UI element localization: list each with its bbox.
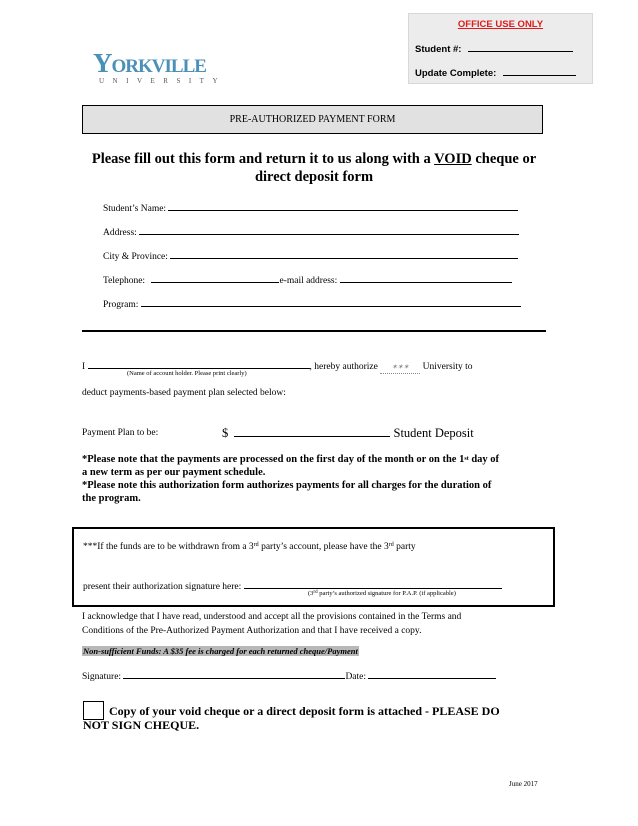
headline-line2: direct deposit form bbox=[254, 169, 374, 185]
sig-note-b: party’s authorized signature for P.A.P. (if applicable) bbox=[317, 590, 456, 597]
third-party-signature-input[interactable] bbox=[244, 578, 502, 589]
student-number-label: Student #: bbox=[415, 44, 462, 55]
currency-symbol: $ bbox=[222, 426, 229, 440]
nsf-fee-notice: Non-sufficient Funds: A $35 fee is charged for each returned cheque/Payment bbox=[83, 646, 358, 656]
void-word: VOID bbox=[434, 151, 472, 167]
program-input[interactable] bbox=[141, 296, 521, 307]
update-complete-row bbox=[415, 66, 576, 79]
third-party-text-b: party’s account, please have the 3 bbox=[258, 542, 389, 552]
note2-line1: *Please note this authorization form authorizes payments for all charges for the duration of bbox=[82, 480, 492, 491]
student-name-row bbox=[103, 200, 518, 214]
note1-line2: a new term as per our payment schedule. bbox=[82, 467, 266, 478]
sig-note-sup: rd bbox=[313, 590, 318, 595]
third-party-signature-label: present their authorization signature here: bbox=[83, 582, 242, 592]
update-complete-label: Update Complete: bbox=[415, 68, 497, 79]
payment-notes bbox=[82, 453, 499, 505]
student-name-input[interactable] bbox=[168, 200, 518, 211]
headline-text: Please fill out this form and return it to us along with a bbox=[91, 151, 435, 167]
update-complete-field[interactable] bbox=[503, 66, 576, 76]
note1-text: *Please note that the payments are processed on the first day of the month or on the 1 bbox=[82, 454, 465, 465]
third-party-sup2: rd bbox=[388, 542, 394, 548]
sig-note-a: (3 bbox=[308, 590, 314, 597]
payment-plan-label: Payment Plan to be: bbox=[82, 428, 159, 438]
account-holder-note: (Name of account holder. Please print clearly) bbox=[127, 370, 247, 377]
section-divider bbox=[82, 330, 546, 332]
email-label: e-mail address: bbox=[279, 276, 338, 286]
auth-hereby: , hereby authorize bbox=[309, 362, 378, 372]
footer-date: June 2017 bbox=[509, 780, 538, 788]
instructions-headline bbox=[70, 150, 558, 186]
authorization-line2: deduct payments-based payment plan selected below: bbox=[82, 388, 286, 398]
copy-statement-line2: NOT SIGN CHEQUE. bbox=[83, 718, 200, 732]
acknowledgement-line1: I acknowledge that I have read, understood and accept all the provisions contained in the Terms and bbox=[82, 612, 462, 622]
account-holder-input[interactable] bbox=[88, 358, 310, 369]
city-province-input[interactable] bbox=[170, 248, 518, 259]
acknowledgement bbox=[82, 610, 461, 638]
auth-university: University to bbox=[422, 362, 473, 372]
email-input[interactable] bbox=[340, 272, 512, 283]
payment-plan-amount-row bbox=[222, 424, 474, 441]
copy-statement-line1: Copy of your void cheque or a direct deposit form is attached - PLEASE DO bbox=[109, 704, 500, 718]
copy-statement bbox=[83, 704, 500, 732]
signature-label: Signature: bbox=[82, 672, 122, 682]
telephone-row bbox=[103, 272, 512, 286]
student-name-label: Student’s Name: bbox=[103, 204, 167, 214]
note2-line2: the program. bbox=[82, 493, 141, 504]
logo-subtitle: UNIVERSITY bbox=[99, 77, 226, 85]
third-party-signature-note bbox=[308, 590, 456, 597]
date-label: Date: bbox=[345, 672, 367, 682]
form-title: PRE-AUTHORIZED PAYMENT FORM bbox=[82, 105, 543, 134]
student-number-field[interactable] bbox=[468, 42, 573, 52]
yorkville-logo bbox=[93, 48, 248, 88]
city-province-row bbox=[103, 248, 518, 262]
address-row bbox=[103, 224, 519, 238]
third-party-line1 bbox=[83, 542, 416, 552]
third-party-text-c: party bbox=[393, 542, 416, 552]
program-row bbox=[103, 296, 521, 310]
third-party-sup1: rd bbox=[253, 542, 259, 548]
note1-text-end: day of bbox=[468, 454, 500, 465]
address-input[interactable] bbox=[139, 224, 519, 235]
mini-logo: ✶✶✶ bbox=[380, 363, 420, 374]
auth-i: I bbox=[82, 362, 86, 372]
payment-amount-input[interactable] bbox=[234, 424, 390, 437]
headline-text-after: cheque or bbox=[471, 151, 537, 167]
office-use-title: OFFICE USE ONLY bbox=[457, 19, 544, 30]
date-input[interactable] bbox=[368, 668, 496, 679]
program-label: Program: bbox=[103, 300, 139, 310]
address-label: Address: bbox=[103, 228, 137, 238]
logo-wordmark: Yorkville bbox=[93, 48, 206, 78]
telephone-input[interactable] bbox=[151, 272, 279, 283]
note1-sup: st bbox=[464, 456, 469, 462]
office-use-box bbox=[408, 13, 593, 84]
student-deposit-label: Student Deposit bbox=[393, 426, 474, 440]
signature-input[interactable] bbox=[123, 668, 345, 679]
acknowledgement-line2: Conditions of the Pre-Authorized Payment Authorization and that I have received a copy. bbox=[82, 626, 422, 636]
signature-row bbox=[82, 668, 496, 682]
student-number-row bbox=[415, 42, 573, 55]
telephone-label: Telephone: bbox=[103, 276, 146, 286]
third-party-text-a: ***If the funds are to be withdrawn from a 3 bbox=[83, 542, 254, 552]
city-province-label: City & Province: bbox=[103, 252, 168, 262]
